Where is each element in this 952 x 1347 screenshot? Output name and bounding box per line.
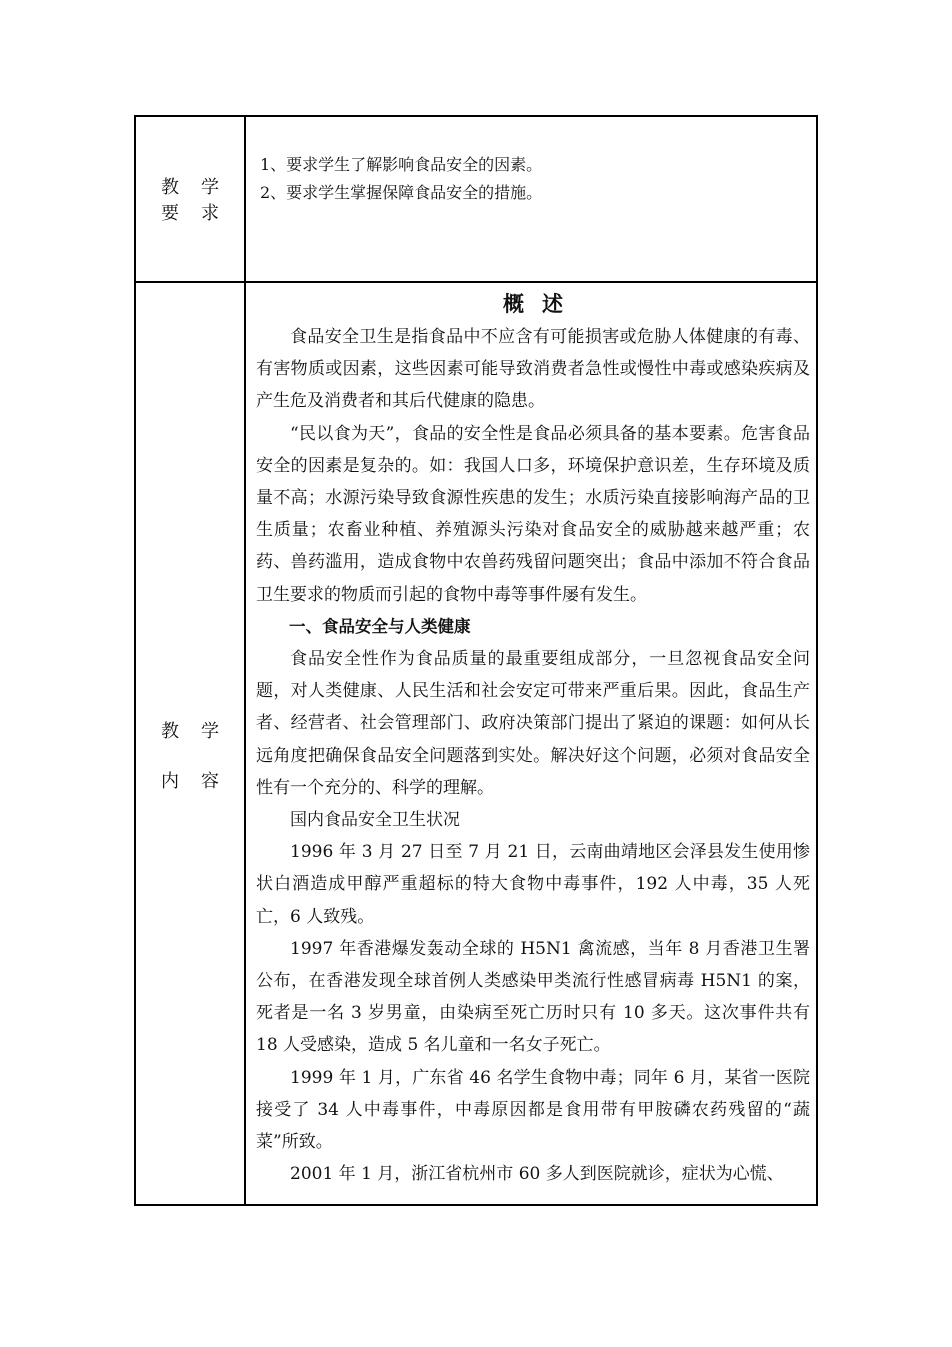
paragraph: 食品安全性作为食品质量的最重要组成部分，一旦忽视食品安全问题，对人类健康、人民生活和社会安定可带来严重后果。因此，食品生产者、经营者、社会管理部门、政府决策部门提出了紧迫的课题：如何从长远角度把确保食品安全问题落到实处。解决好这个问题，必须对食品安全性有一个充分的、科学的理解。 (256, 649, 810, 798)
paragraph: 1996 年 3 月 27 日至 7 月 21 日，云南曲靖地区会泽县发生使用惨状白酒造成甲醇严重超标的特大食物中毒事件，192 人中毒，35 人死亡，6 人致残。 (256, 842, 810, 927)
row-divider (136, 281, 816, 283)
paragraph: 食品安全卫生是指食品中不应含有可能损害或危胁人体健康的有毒、有害物质或因素，这些因素可能导致消费者急性或慢性中毒或感染疾病及产生危及消费者和其后代健康的隐患。 (256, 327, 810, 412)
paragraph: 国内食品安全卫生状况 (290, 810, 460, 831)
content-label-line1: 教学 (161, 721, 241, 742)
content-text (256, 287, 810, 1190)
requirement-item: 2、要求学生掌握保障食品安全的措施。 (260, 183, 543, 202)
content-label (136, 707, 244, 807)
requirements-label-line2: 要求 (161, 203, 241, 224)
paragraph: “民以食为天”，食品的安全性是食品必须具备的基本要素。危害食品安全的因素是复杂的。如：我国人口多，环境保护意识差，生存环境及质量不高；水源污染导致食源性疾患的发生；水质污染直接影响海产品的卫生质量；农畜业种植、养殖源头污染对食品安全的威胁越来越严重；农药、兽药滥用，造成食物中农兽药残留问题突出；食品中添加不符合食品卫生要求的物质而引起的食物中毒等事件屡有发生。 (256, 423, 810, 605)
section-heading: 一、食品安全与人类健康 (289, 616, 471, 636)
paragraph: 1999 年 1 月，广东省 46 名学生食物中毒；同年 6 月，某省一医院接受了 34 人中毒事件，中毒原因都是食用带有甲胺磷农药残留的“蔬菜”所致。 (256, 1067, 810, 1153)
section-title: 概述 (503, 292, 581, 316)
requirements-label-line1: 教学 (161, 177, 241, 198)
lesson-table (134, 115, 818, 1206)
requirements-text (260, 151, 800, 207)
paragraph: 2001 年 1 月，浙江省杭州市 60 多人到医院就诊，症状为心慌、 (290, 1164, 784, 1185)
column-divider (244, 117, 246, 1204)
requirements-label (136, 175, 244, 227)
requirement-item: 1、要求学生了解影响食品安全的因素。 (260, 155, 543, 174)
content-label-line2: 内容 (161, 771, 241, 792)
paragraph: 1997 年香港爆发轰动全球的 H5N1 禽流感，当年 8 月香港卫生署公布，在香港发现全球首例人类感染甲类流行性感冒病毒 H5N1 的案，死者是一名 3 岁男童，由染病至死亡历时只有 10 多天。这次事件共有 18 人受感染，造成 5 名儿童和一名女子死亡。 (256, 938, 810, 1056)
